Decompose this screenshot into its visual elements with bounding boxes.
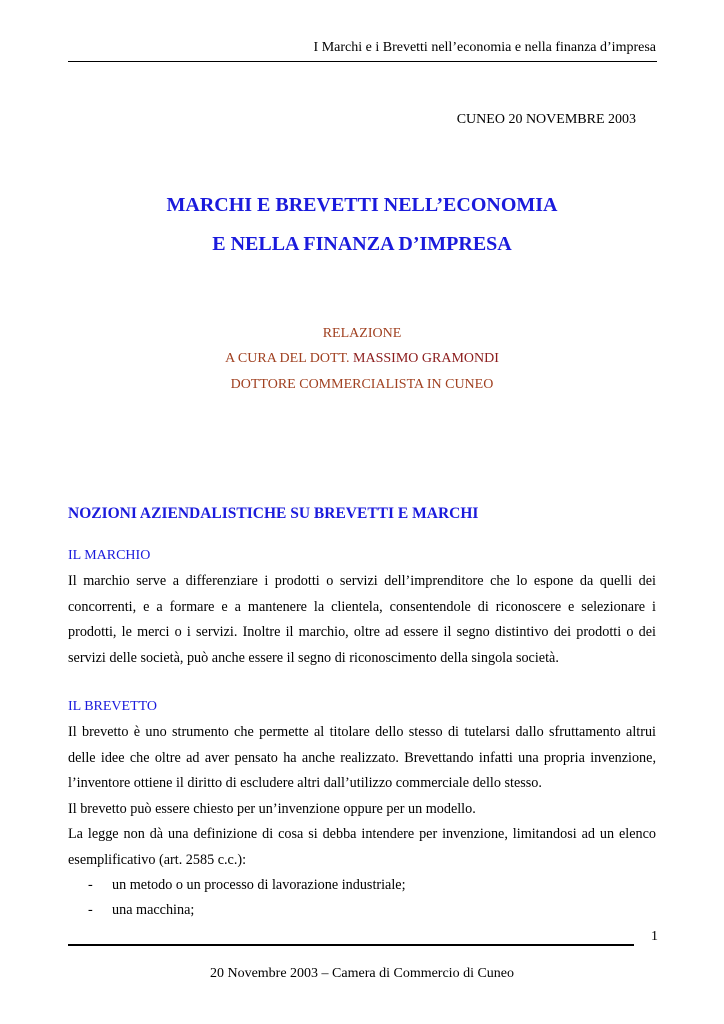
list-item — [68, 873, 406, 898]
byline-author-prefix: A CURA DEL DOTT. — [225, 351, 354, 366]
paragraph-line: delle idee che oltre ad aver pensato ha anche realizzato. Brevettando infatti una propria invenzione, — [68, 749, 656, 766]
section-title: NOZIONI AZIENDALISTICHE SU BREVETTI E MARCHI — [68, 505, 479, 522]
footer-rule — [68, 944, 634, 946]
paragraph-brevetto — [68, 720, 656, 873]
paragraph-line: esemplificativo (art. 2585 c.c.): — [68, 851, 247, 868]
document-title-line-2: E NELLA FINANZA D’IMPRESA — [212, 233, 512, 255]
running-header: I Marchi e i Brevetti nell’economia e nella finanza d’impresa — [313, 40, 656, 55]
date-line: CUNEO 20 NOVEMBRE 2003 — [456, 112, 636, 127]
heading-il-brevetto: IL BREVETTO — [68, 699, 158, 714]
paragraph-line: concorrenti, e a formare e a mantenere la clientela, consentendole di riconoscere e selezionare i — [68, 598, 656, 615]
paragraph-line: Il brevetto può essere chiesto per un’invenzione oppure per un modello. — [68, 800, 476, 817]
author-name: MASSIMO GRAMONDI — [353, 351, 499, 366]
paragraph-line: Il brevetto è uno strumento che permette al titolare dello stesso di tutelarsi dallo sfruttamento altrui — [68, 724, 656, 740]
byline-profession: DOTTORE COMMERCIALISTA IN CUNEO — [230, 377, 494, 392]
document-title-line-1: MARCHI E BREVETTI NELL’ECONOMIA — [166, 194, 558, 216]
paragraph-line: Il marchio serve a differenziare i prodotti o servizi dell’imprenditore che lo espone da quelli dei — [68, 573, 656, 589]
list-item — [68, 898, 406, 923]
paragraph-line: servizi delle società, può anche essere il segno di riconoscimento della singola società. — [68, 649, 559, 666]
list-item-text: un metodo o un processo di lavorazione industriale; — [112, 877, 406, 893]
paragraph-line: La legge non dà una definizione di cosa si debba intendere per invenzione, limitandosi ad un elenco — [68, 826, 656, 842]
paragraph-marchio — [68, 569, 656, 671]
list-item-text: una macchina; — [112, 902, 195, 918]
page-number: 1 — [651, 929, 658, 944]
heading-il-marchio: IL MARCHIO — [68, 548, 151, 563]
paragraph-line: l’inventore ottiene il diritto di escludere altri dall’utilizzo commerciale dello stesso. — [68, 775, 542, 791]
footer-text: 20 Novembre 2003 – Camera di Commercio di Cuneo — [209, 966, 515, 981]
paragraph-line: prodotti, le merci o i servizi. Inoltre il marchio, oltre ad essere il segno distintivo dei prodotti o dei — [68, 624, 656, 640]
bullet-dash: - — [88, 877, 93, 893]
byline-author — [0, 351, 724, 367]
invention-examples-list — [68, 873, 406, 923]
byline-relazione: RELAZIONE — [322, 326, 402, 341]
bullet-dash: - — [88, 902, 93, 918]
header-rule — [68, 61, 657, 62]
